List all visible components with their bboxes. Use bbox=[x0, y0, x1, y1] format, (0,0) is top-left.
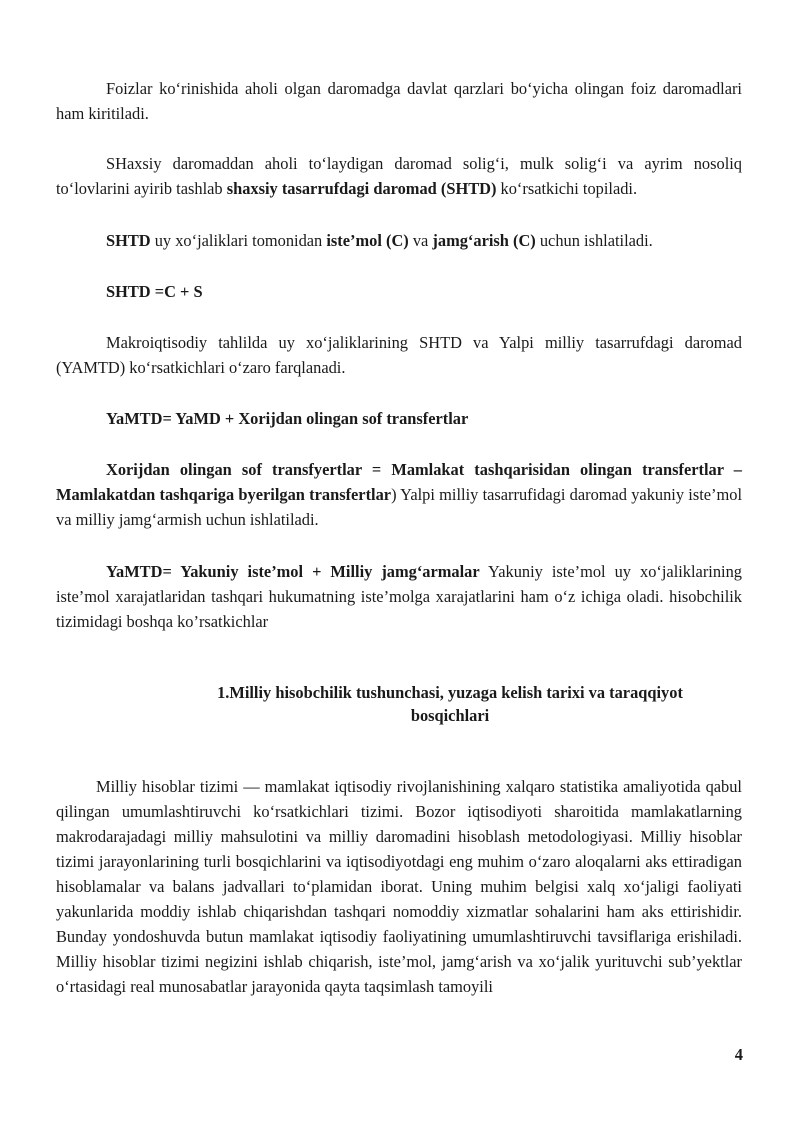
formula-text: SHTD =C + S bbox=[106, 282, 203, 301]
text-run: va bbox=[408, 231, 433, 250]
section-heading bbox=[170, 681, 730, 727]
paragraph-text: Makroiqtisodiy tahlilda uy xoʻjaliklarining SHTD va Yalpi milliy tasarrufdagi daromad (YAMTD) koʻrsatkichlari oʻzaro farqlanadi. bbox=[56, 333, 742, 377]
paragraph-final-consumption bbox=[56, 559, 742, 634]
paragraph-disposable-income bbox=[56, 151, 742, 201]
text-run: ) Yalpi milliy tasarrufidagi daromad yakuniy iste’mol va milliy jamgʻarmish uchun ishlatiladi. bbox=[56, 485, 742, 529]
paragraph-interest-income bbox=[56, 76, 742, 126]
heading-line-1: 1.Milliy hisobchilik tushunchasi, yuzaga kelish tarixi va taraqqiyot bbox=[217, 683, 683, 702]
paragraph-text: Foizlar koʻrinishida aholi olgan daromadga davlat qarzlari boʻyicha olingan foiz daromadlari ham kiritiladi. bbox=[56, 79, 742, 123]
formula-yamtd bbox=[56, 406, 742, 431]
text-run: uy xoʻjaliklari tomonidan bbox=[150, 231, 327, 250]
bold-definition: Xorijdan olingan sof transfyertlar = Mamlakat tashqarisidan olingan transfertlar – Mamlakatdan tashqariga byerilgan transfertlar bbox=[56, 460, 742, 504]
bold-term: SHTD bbox=[106, 231, 151, 250]
bold-term: jamgʻarish (C) bbox=[432, 231, 536, 250]
text-run: uchun ishlatiladi. bbox=[535, 231, 653, 250]
paragraph-net-transfers bbox=[56, 457, 742, 532]
page-number: 4 bbox=[734, 1045, 743, 1064]
paragraph-macro-analysis bbox=[56, 330, 742, 380]
text-run: SHaxsiy daromaddan aholi toʻlaydigan daromad soligʻi, mulk soligʻi va ayrim nosoliq toʻlovlarini ayirib tashlab bbox=[56, 154, 742, 198]
paragraph-text: Milliy hisoblar tizimi — mamlakat iqtisodiy rivojlanishining xalqaro statistika amaliyotida qabul qilingan umumlashtiruvchi koʻrsatkichlari tizimi. Bozor iqtisodiyoti sharoitida mamlakatlarning makrodarajadagi milliy mahsulotini va milliy daromadini hisoblash metodologiyasi. Milliy hisoblar tizimi jarayonlarining turli bosqichlarini va iqtisodiyotdagi eng muhim oʻzaro aloqalarni aks ettiradigan hisoblamalar va balans jadvallari toʻplamidan iborat. Uning muhim belgisi xalq xoʻjaligi faoliyati yakunlarida moddiy ishlab chiqarishdan tashqari nomoddiy xizmatlar sohalarini ham aks ettirishidir. Bunday yondoshuvda butun mamlakat iqtisodiy faoliyatining umumlashtiruvchi tavsiflariga erishiladi. Milliy hisoblar tizimi negizini ishlab chiqarish, iste’mol, jamgʻarish va xoʻjalik yurituvchi sub’yektlar oʻrtasidagi real munosabatlar jarayonida qayta taqsimlash tamoyili bbox=[56, 777, 742, 996]
formula-shtd bbox=[56, 279, 742, 304]
bold-term: iste’mol (C) bbox=[326, 231, 409, 250]
heading-line-2: bosqichlari bbox=[410, 706, 490, 725]
bold-term: shaxsiy tasarrufdagi daromad (SHTD) bbox=[226, 179, 497, 198]
text-run: Yakuniy iste’mol uy xoʻjaliklarining iste’mol xarajatlaridan tashqari hukumatning iste’molga xarajatlarini ham oʻz ichiga oladi. hisobchilik tizimidagi boshqa ko’rsatkichlar bbox=[56, 562, 742, 631]
paragraph-national-accounts bbox=[56, 774, 742, 999]
formula-text: YaMTD= YaMD + Xorijdan olingan sof transfertlar bbox=[106, 409, 469, 428]
bold-definition: YaMTD= Yakuniy iste’mol + Milliy jamgʻarmalar bbox=[106, 562, 480, 581]
text-run: koʻrsatkichi topiladi. bbox=[496, 179, 638, 198]
paragraph-shtd-usage bbox=[56, 228, 742, 253]
